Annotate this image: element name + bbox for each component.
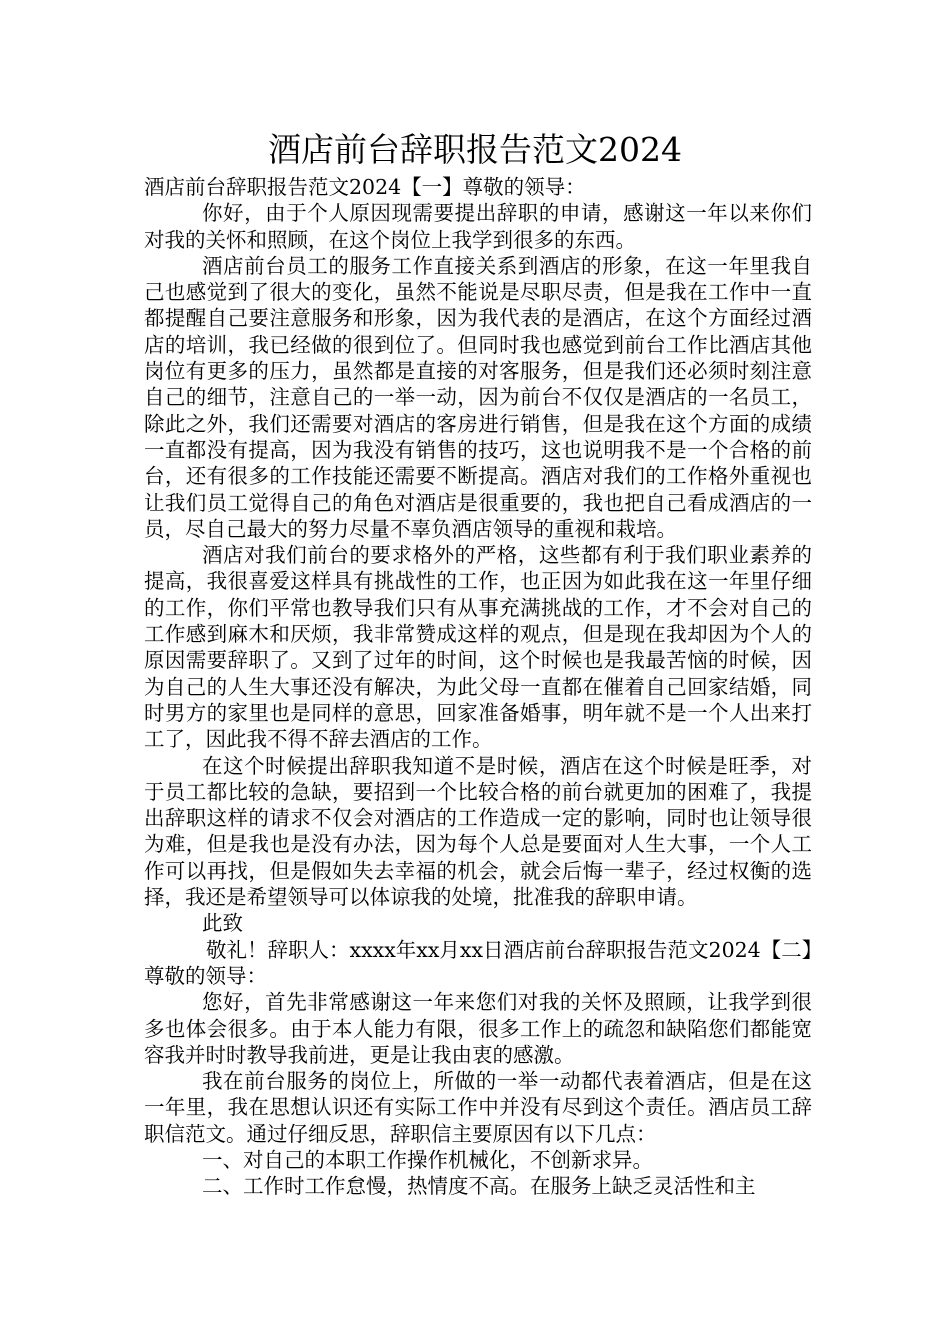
paragraph-signature-and-section-two: 敬礼！辞职人：xxxx年xx月xx日酒店前台辞职报告范文2024【二】尊敬的领导： bbox=[144, 937, 812, 988]
paragraph-thanks: 您好，首先非常感谢这一年来您们对我的关怀及照顾，让我学到很多也体会很多。由于本人能力有限，很多工作上的疏忽和缺陷您们都能宽容我并时时教导我前进，更是让我由衷的感激。 bbox=[144, 990, 812, 1067]
paragraph-front-desk-service: 酒店前台员工的服务工作直接关系到酒店的形象，在这一年里我自己也感觉到了很大的变化，虽然不能说是尽职尽责，但是我在工作中一直都提醒自己要注意服务和形象，因为我代表的是酒店，在这个方面经过酒店的培训，我已经做的很到位了。但同时我也感觉到前台工作比酒店其他岗位有更多的压力，虽然都是直接的对客服务，但是我们还必须时刻注意自己的细节，注意自己的一举一动，因为前台不仅仅是酒店的一名员工，除此之外，我们还需要对酒店的客房进行销售，但是我在这个方面的成绩一直都没有提高，因为我没有销售的技巧，这也说明我不是一个合格的前台，还有很多的工作技能还需要不断提高。酒店对我们的工作格外重视也让我们员工觉得自己的角色对酒店是很重要的，我也把自己看成酒店的一员，尽自己最大的努力尽量不辜负酒店领导的重视和栽培。 bbox=[144, 253, 812, 541]
paragraph-greeting: 你好，由于个人原因现需要提出辞职的申请，感谢这一年以来你们对我的关怀和照顾，在这个岗位上我学到很多的东西。 bbox=[144, 201, 812, 252]
section-one-heading: 酒店前台辞职报告范文2024【一】尊敬的领导： bbox=[144, 175, 586, 199]
document-title: 酒店前台辞职报告范文2024 bbox=[268, 130, 682, 169]
list-item-two: 二、工作时工作怠慢，热情度不高。在服务上缺乏灵活性和主 bbox=[202, 1174, 756, 1199]
paragraph-requirements: 酒店对我们前台的要求格外的严格，这些都有利于我们职业素养的提高，我很喜爱这样具有挑战性的工作，也正因为如此我在这一年里仔细的工作，你们平常也教导我们只有从事充满挑战的工作，才不会对自己的工作感到麻木和厌烦，我非常赞成这样的观点，但是现在我却因为个人的原因需要辞职了。又到了过年的时间，这个时候也是我最苦恼的时候，因为自己的人生大事还没有解决，为此父母一直都在催着自己回家结婚，同时男方的家里也是同样的意思，回家准备婚事，明年就不是一个人出来打工了，因此我不得不辞去酒店的工作。 bbox=[144, 543, 812, 752]
paragraph-timing: 在这个时候提出辞职我知道不是时候，酒店在这个时候是旺季，对于员工都比较的急缺，要招到一个比较合格的前台就更加的困难了，我提出辞职这样的请求不仅会对酒店的工作造成一定的影响，同时也让领导很为难，但是我也是没有办法，因为每个人总是要面对人生大事，一个人工作可以再找，但是假如失去幸福的机会，就会后悔一辈子，经过权衡的选择，我还是希望领导可以体谅我的处境，批准我的辞职申请。 bbox=[144, 753, 812, 910]
paragraph-closing: 此致 bbox=[202, 911, 243, 936]
list-item-one: 一、对自己的本职工作操作机械化，不创新求异。 bbox=[202, 1147, 653, 1172]
document-body bbox=[144, 174, 812, 1200]
paragraph-reflection: 我在前台服务的岗位上，所做的一举一动都代表着酒店，但是在这一年里，我在思想认识还有实际工作中并没有尽到这个责任。酒店员工辞职信范文。通过仔细反思，辞职信主要原因有以下几点： bbox=[144, 1069, 812, 1146]
